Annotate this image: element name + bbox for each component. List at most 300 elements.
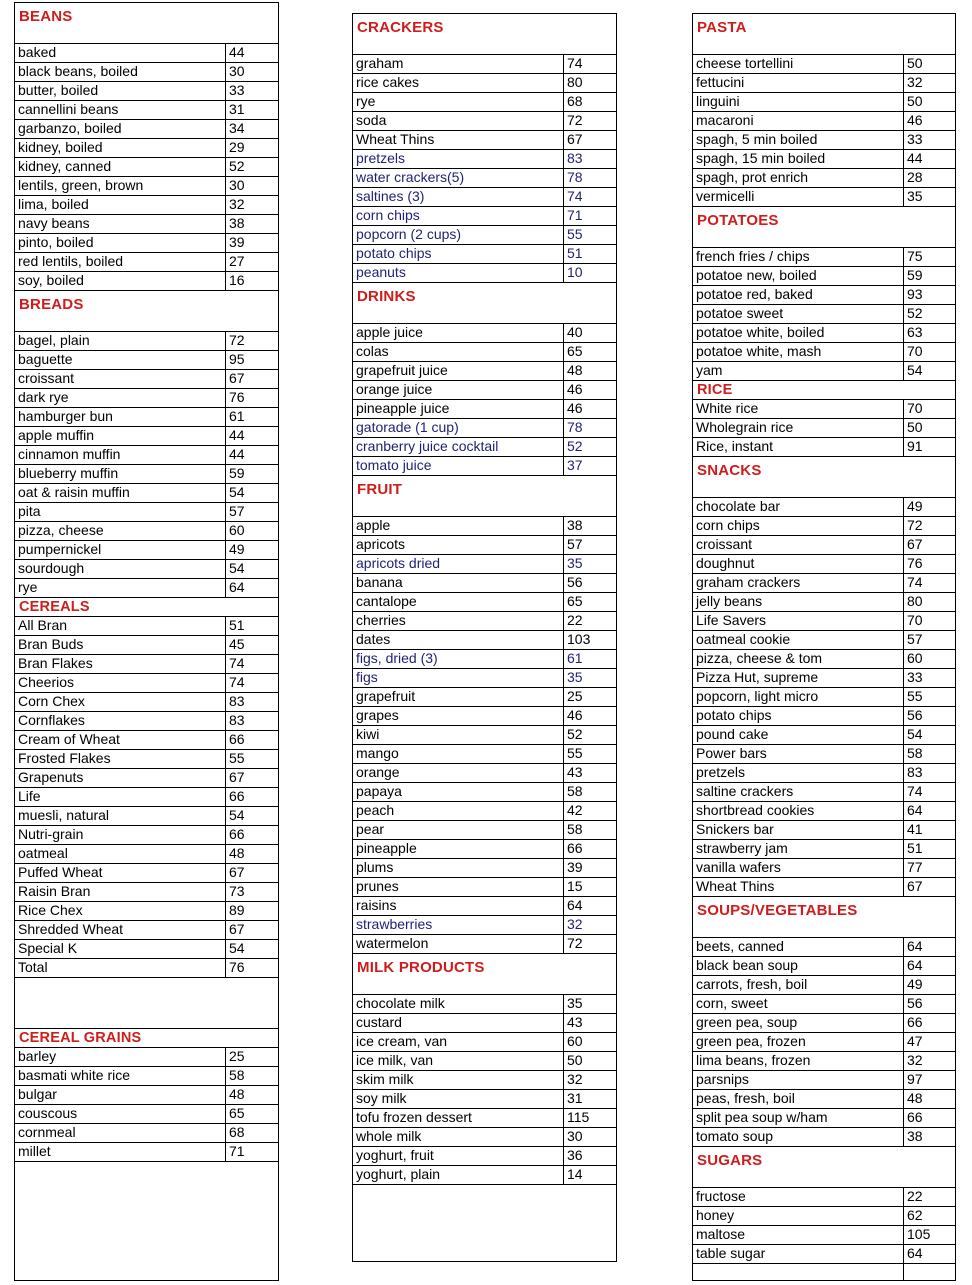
food-name: parsnips <box>693 1071 904 1089</box>
table-row <box>353 859 616 878</box>
food-name: potatoe white, mash <box>693 343 904 361</box>
empty-row <box>693 1264 955 1281</box>
table-row <box>693 1090 955 1109</box>
table-row <box>353 935 616 954</box>
table-row <box>693 802 955 821</box>
food-name: table sugar <box>693 1245 904 1263</box>
food-name: kidney, boiled <box>15 139 226 157</box>
food-name: cranberry juice cocktail <box>353 438 564 456</box>
food-name: pumpernickel <box>15 541 226 559</box>
food-name: prunes <box>353 878 564 896</box>
table-row <box>353 688 616 707</box>
food-name: custard <box>353 1014 564 1032</box>
table-row <box>693 1071 955 1090</box>
gi-value: 54 <box>907 726 923 742</box>
gi-value: 35 <box>567 669 583 685</box>
gi-value: 57 <box>229 503 245 519</box>
food-name: baguette <box>15 351 226 369</box>
food-name: chocolate milk <box>353 995 564 1013</box>
food-name: doughnut <box>693 555 904 573</box>
gi-value: 50 <box>567 1052 583 1068</box>
table-row <box>353 726 616 745</box>
gi-value: 73 <box>229 883 245 899</box>
table-row <box>15 636 278 655</box>
table-row <box>15 1086 278 1105</box>
section-header-snacks: SNACKS <box>693 457 955 498</box>
table-row <box>353 536 616 555</box>
food-name: muesli, natural <box>15 807 226 825</box>
table-row <box>693 976 955 995</box>
food-name: dark rye <box>15 389 226 407</box>
gi-value: 46 <box>567 381 583 397</box>
gi-value: 36 <box>567 1147 583 1163</box>
gi-value: 89 <box>229 902 245 918</box>
food-name: banana <box>353 574 564 592</box>
table-row <box>693 286 955 305</box>
gi-value: 58 <box>567 821 583 837</box>
food-name: tomato juice <box>353 457 564 475</box>
gi-value: 56 <box>907 995 923 1011</box>
table-row <box>15 579 278 598</box>
food-name: garbanzo, boiled <box>15 120 226 138</box>
table-row <box>15 139 278 158</box>
table-row <box>693 517 955 536</box>
table-row <box>693 878 955 897</box>
food-name: croissant <box>693 536 904 554</box>
table-row <box>353 897 616 916</box>
table-row <box>353 419 616 438</box>
empty-cell <box>693 1264 904 1281</box>
food-name: pretzels <box>693 764 904 782</box>
food-name: Bran Buds <box>15 636 226 654</box>
food-name: raisins <box>353 897 564 915</box>
section-header-pasta: PASTA <box>693 14 955 55</box>
food-name: ice cream, van <box>353 1033 564 1051</box>
food-name: corn chips <box>353 207 564 225</box>
gi-value: 67 <box>229 921 245 937</box>
food-name: hamburger bun <box>15 408 226 426</box>
gi-value: 55 <box>907 688 923 704</box>
table-row <box>15 332 278 351</box>
food-name: peanuts <box>353 264 564 282</box>
gi-value: 75 <box>907 248 923 264</box>
table-row <box>15 253 278 272</box>
table-row <box>693 112 955 131</box>
food-name: Life Savers <box>693 612 904 630</box>
gi-value: 44 <box>229 427 245 443</box>
gi-value: 48 <box>907 1090 923 1106</box>
table-row <box>353 650 616 669</box>
gi-value: 32 <box>567 916 583 932</box>
food-name: shortbread cookies <box>693 802 904 820</box>
food-name: Cornflakes <box>15 712 226 730</box>
food-name: potato chips <box>693 707 904 725</box>
table-row <box>353 669 616 688</box>
food-name: graham crackers <box>693 574 904 592</box>
gi-value: 27 <box>229 253 245 269</box>
table-row <box>693 55 955 74</box>
table-row <box>693 593 955 612</box>
gi-value: 67 <box>229 864 245 880</box>
section-header-soups-vegetables: SOUPS/VEGETABLES <box>693 897 955 938</box>
food-name: pear <box>353 821 564 839</box>
section-header-breads: BREADS <box>15 291 278 332</box>
table-row <box>353 612 616 631</box>
gi-value: 32 <box>907 74 923 90</box>
gi-value: 46 <box>567 400 583 416</box>
gi-value: 64 <box>907 1245 923 1261</box>
food-name: kiwi <box>353 726 564 744</box>
gi-value: 44 <box>229 446 245 462</box>
table-row <box>693 1128 955 1147</box>
gi-value: 29 <box>229 139 245 155</box>
gi-value: 54 <box>229 940 245 956</box>
food-name: Rice, instant <box>693 438 904 456</box>
food-name: potato chips <box>353 245 564 263</box>
food-name: grapefruit juice <box>353 362 564 380</box>
gi-value: 66 <box>567 840 583 856</box>
food-name: cheese tortellini <box>693 55 904 73</box>
gi-value: 35 <box>907 188 923 204</box>
gi-value: 70 <box>907 612 923 628</box>
table-row <box>693 498 955 517</box>
table-row <box>353 764 616 783</box>
table-row <box>693 131 955 150</box>
gi-value: 50 <box>907 55 923 71</box>
food-name: ice milk, van <box>353 1052 564 1070</box>
gi-value: 47 <box>907 1033 923 1049</box>
gi-value: 67 <box>907 536 923 552</box>
food-name: macaroni <box>693 112 904 130</box>
food-name: yam <box>693 362 904 380</box>
gi-value: 33 <box>907 669 923 685</box>
food-name: spagh, prot enrich <box>693 169 904 187</box>
gi-value: 10 <box>567 264 583 280</box>
gi-value: 74 <box>567 188 583 204</box>
gi-value: 25 <box>567 688 583 704</box>
section-header-milk-products: MILK PRODUCTS <box>353 954 616 995</box>
section-header-crackers: CRACKERS <box>353 14 616 55</box>
section-header-rice: RICE <box>693 381 955 400</box>
gi-value: 61 <box>567 650 583 666</box>
food-name: fructose <box>693 1188 904 1206</box>
food-name: rice cakes <box>353 74 564 92</box>
table-row <box>693 1245 955 1264</box>
food-name: dates <box>353 631 564 649</box>
table-row <box>15 541 278 560</box>
gi-value: 42 <box>567 802 583 818</box>
table-row <box>15 522 278 541</box>
food-name: cinnamon muffin <box>15 446 226 464</box>
table-row <box>15 1048 278 1067</box>
food-name: lentils, green, brown <box>15 177 226 195</box>
table-row <box>15 120 278 139</box>
gi-value: 51 <box>229 617 245 633</box>
food-name: split pea soup w/ham <box>693 1109 904 1127</box>
gi-value: 51 <box>567 245 583 261</box>
gi-value: 60 <box>567 1033 583 1049</box>
food-name: maltose <box>693 1226 904 1244</box>
food-name: Raisin Bran <box>15 883 226 901</box>
gi-value: 37 <box>567 457 583 473</box>
gi-value: 65 <box>567 593 583 609</box>
gi-value: 54 <box>907 362 923 378</box>
table-row <box>15 503 278 522</box>
food-name: soy, boiled <box>15 272 226 290</box>
table-row <box>15 750 278 769</box>
food-name: Shredded Wheat <box>15 921 226 939</box>
food-name: lima beans, frozen <box>693 1052 904 1070</box>
table-row <box>693 1207 955 1226</box>
table-row <box>15 389 278 408</box>
gi-value: 48 <box>229 1086 245 1102</box>
food-name: baked <box>15 44 226 62</box>
gi-value: 52 <box>229 158 245 174</box>
gi-value: 64 <box>907 802 923 818</box>
table-row <box>15 484 278 503</box>
food-name: oat & raisin muffin <box>15 484 226 502</box>
food-name: black bean soup <box>693 957 904 975</box>
table-row <box>693 821 955 840</box>
table-row <box>15 215 278 234</box>
gi-value: 57 <box>907 631 923 647</box>
section-header-cereal-grains: CEREAL GRAINS <box>15 1029 278 1048</box>
table-row <box>353 1071 616 1090</box>
gi-value: 55 <box>567 745 583 761</box>
food-name: pizza, cheese <box>15 522 226 540</box>
table-row <box>353 324 616 343</box>
table-row <box>353 802 616 821</box>
gi-value: 74 <box>229 674 245 690</box>
gi-value: 35 <box>567 995 583 1011</box>
gi-value: 78 <box>567 419 583 435</box>
gi-value: 65 <box>567 343 583 359</box>
table-row <box>353 783 616 802</box>
food-name: red lentils, boiled <box>15 253 226 271</box>
table-row <box>693 859 955 878</box>
gi-value: 22 <box>907 1188 923 1204</box>
food-name: Corn Chex <box>15 693 226 711</box>
food-name: tofu frozen dessert <box>353 1109 564 1127</box>
table-row <box>15 674 278 693</box>
gi-value: 56 <box>907 707 923 723</box>
food-name: Frosted Flakes <box>15 750 226 768</box>
table-row <box>15 655 278 674</box>
gi-value: 49 <box>907 498 923 514</box>
table-row <box>15 845 278 864</box>
gi-value: 74 <box>907 783 923 799</box>
table-row <box>353 264 616 283</box>
gi-value: 30 <box>229 63 245 79</box>
gi-value: 58 <box>907 745 923 761</box>
food-name: spagh, 15 min boiled <box>693 150 904 168</box>
gi-value: 59 <box>907 267 923 283</box>
section-header-fruit: FRUIT <box>353 476 616 517</box>
table-row <box>693 169 955 188</box>
food-name: bagel, plain <box>15 332 226 350</box>
gi-value: 44 <box>229 44 245 60</box>
gi-value: 83 <box>907 764 923 780</box>
table-row <box>15 427 278 446</box>
table-row <box>353 1014 616 1033</box>
gi-value: 39 <box>229 234 245 250</box>
table-row <box>693 574 955 593</box>
gi-value: 35 <box>567 555 583 571</box>
gi-value: 50 <box>907 419 923 435</box>
gi-value: 43 <box>567 764 583 780</box>
gi-value: 91 <box>907 438 923 454</box>
section-header-potatoes: POTATOES <box>693 207 955 248</box>
gi-value: 66 <box>907 1014 923 1030</box>
table-row <box>693 267 955 286</box>
table-row <box>693 995 955 1014</box>
food-name: basmati white rice <box>15 1067 226 1085</box>
table-row <box>15 617 278 636</box>
gi-value: 65 <box>229 1105 245 1121</box>
gi-value: 38 <box>229 215 245 231</box>
table-row <box>693 1052 955 1071</box>
table-row <box>15 902 278 921</box>
table-row <box>353 1166 616 1185</box>
food-name: orange <box>353 764 564 782</box>
table-row <box>15 940 278 959</box>
table-row <box>15 807 278 826</box>
food-name: Cheerios <box>15 674 226 692</box>
section-header-beans: BEANS <box>15 3 278 44</box>
gi-value: 76 <box>907 555 923 571</box>
gi-value: 46 <box>907 112 923 128</box>
food-name: pineapple <box>353 840 564 858</box>
food-name: yoghurt, fruit <box>353 1147 564 1165</box>
table-row <box>15 63 278 82</box>
gi-value: 66 <box>229 826 245 842</box>
table-row <box>353 1033 616 1052</box>
gi-value: 38 <box>567 517 583 533</box>
table-row <box>693 74 955 93</box>
gi-value: 49 <box>907 976 923 992</box>
table-row <box>693 938 955 957</box>
food-name: blueberry muffin <box>15 465 226 483</box>
gi-value: 115 <box>567 1109 590 1125</box>
food-name: oatmeal cookie <box>693 631 904 649</box>
table-row <box>693 707 955 726</box>
gi-value: 31 <box>229 101 245 117</box>
food-name: soda <box>353 112 564 130</box>
gi-value: 64 <box>907 957 923 973</box>
food-name: rye <box>353 93 564 111</box>
food-name: mango <box>353 745 564 763</box>
food-name: popcorn (2 cups) <box>353 226 564 244</box>
food-name: All Bran <box>15 617 226 635</box>
table-row <box>353 245 616 264</box>
table-row <box>353 1090 616 1109</box>
gi-value: 103 <box>567 631 591 647</box>
food-name: pineapple juice <box>353 400 564 418</box>
food-name: figs, dried (3) <box>353 650 564 668</box>
section-header-sugars: SUGARS <box>693 1147 955 1188</box>
food-name: cherries <box>353 612 564 630</box>
food-name: Cream of Wheat <box>15 731 226 749</box>
gi-value: 46 <box>567 707 583 723</box>
gi-value: 68 <box>229 1124 245 1140</box>
table-row <box>15 351 278 370</box>
gi-value: 55 <box>567 226 583 242</box>
food-name: Life <box>15 788 226 806</box>
gi-value: 83 <box>229 712 245 728</box>
food-name: Puffed Wheat <box>15 864 226 882</box>
table-row <box>15 560 278 579</box>
food-name: croissant <box>15 370 226 388</box>
gi-value: 41 <box>907 821 923 837</box>
gi-value: 54 <box>229 484 245 500</box>
table-row <box>15 272 278 291</box>
table-row <box>353 400 616 419</box>
gi-value: 76 <box>229 389 245 405</box>
gi-value: 71 <box>229 1143 245 1159</box>
table-row <box>693 343 955 362</box>
table-row <box>693 1109 955 1128</box>
table-row <box>15 788 278 807</box>
food-name: orange juice <box>353 381 564 399</box>
table-row <box>693 726 955 745</box>
food-name: Total <box>15 959 226 977</box>
gi-value: 31 <box>567 1090 583 1106</box>
gi-value: 22 <box>567 612 583 628</box>
table-row <box>353 707 616 726</box>
gi-value: 67 <box>229 370 245 386</box>
food-name: Special K <box>15 940 226 958</box>
gi-value: 63 <box>907 324 923 340</box>
food-name: barley <box>15 1048 226 1066</box>
table-row <box>693 840 955 859</box>
table-row <box>353 1128 616 1147</box>
food-name: bulgar <box>15 1086 226 1104</box>
table-row <box>15 101 278 120</box>
food-name: graham <box>353 55 564 73</box>
food-name: chocolate bar <box>693 498 904 516</box>
section-header-drinks: DRINKS <box>353 283 616 324</box>
table-row <box>693 1033 955 1052</box>
table-row <box>353 631 616 650</box>
table-row <box>353 1052 616 1071</box>
gi-value: 64 <box>229 579 245 595</box>
table-row <box>353 555 616 574</box>
food-name: kidney, canned <box>15 158 226 176</box>
table-row <box>693 764 955 783</box>
food-table-column-1 <box>14 2 279 1281</box>
gi-value: 52 <box>567 726 583 742</box>
gi-value: 78 <box>567 169 583 185</box>
gi-value: 39 <box>567 859 583 875</box>
food-name: Snickers bar <box>693 821 904 839</box>
food-name: pizza, cheese & tom <box>693 650 904 668</box>
gi-value: 59 <box>229 465 245 481</box>
gi-value: 55 <box>229 750 245 766</box>
gi-value: 48 <box>229 845 245 861</box>
table-row <box>693 93 955 112</box>
gi-value: 32 <box>229 196 245 212</box>
gi-value: 70 <box>907 400 923 416</box>
food-name: apricots <box>353 536 564 554</box>
food-name: potatoe white, boiled <box>693 324 904 342</box>
table-row <box>15 731 278 750</box>
food-name: saltine crackers <box>693 783 904 801</box>
gi-value: 25 <box>229 1048 245 1064</box>
table-row <box>693 188 955 207</box>
table-row <box>693 631 955 650</box>
table-row <box>15 177 278 196</box>
gi-value: 62 <box>907 1207 923 1223</box>
